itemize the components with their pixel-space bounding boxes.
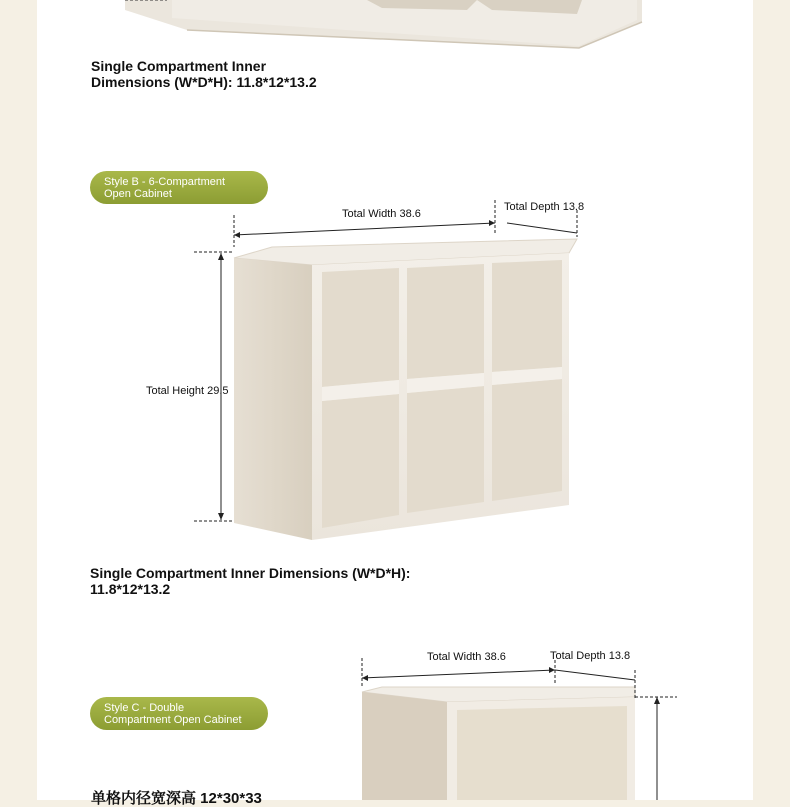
style-b-inner-dimensions-caption: Single Compartment Inner Dimensions (W*D*H): 11.8*12*13.2 bbox=[90, 565, 411, 597]
style-b-cabinet-image bbox=[37, 195, 753, 545]
style-a-cabinet-image bbox=[37, 0, 753, 60]
style-b-total-height-label: Total Height 29.5 bbox=[146, 385, 229, 397]
style-a-inner-dimensions-caption: Single Compartment Inner Dimensions (W*D*H): 11.8*12*13.2 bbox=[91, 58, 317, 90]
style-c-cabinet-image bbox=[37, 640, 753, 800]
style-c-inner-dimensions-caption: 单格内径宽深高 12*30*33 bbox=[91, 790, 262, 807]
style-b-total-depth-label: Total Depth 13.8 bbox=[504, 201, 585, 213]
style-b-total-width-label: Total Width 38.6 bbox=[342, 208, 421, 220]
style-b-badge: Style B - 6-Compartment Open Cabinet bbox=[90, 171, 268, 204]
style-c-total-depth-label: Total Depth 13.8 bbox=[550, 650, 631, 662]
product-page bbox=[37, 0, 753, 807]
style-c-badge: Style C - Double Compartment Open Cabinet bbox=[90, 697, 268, 730]
style-c-total-width-label: Total Width 38.6 bbox=[427, 651, 506, 663]
